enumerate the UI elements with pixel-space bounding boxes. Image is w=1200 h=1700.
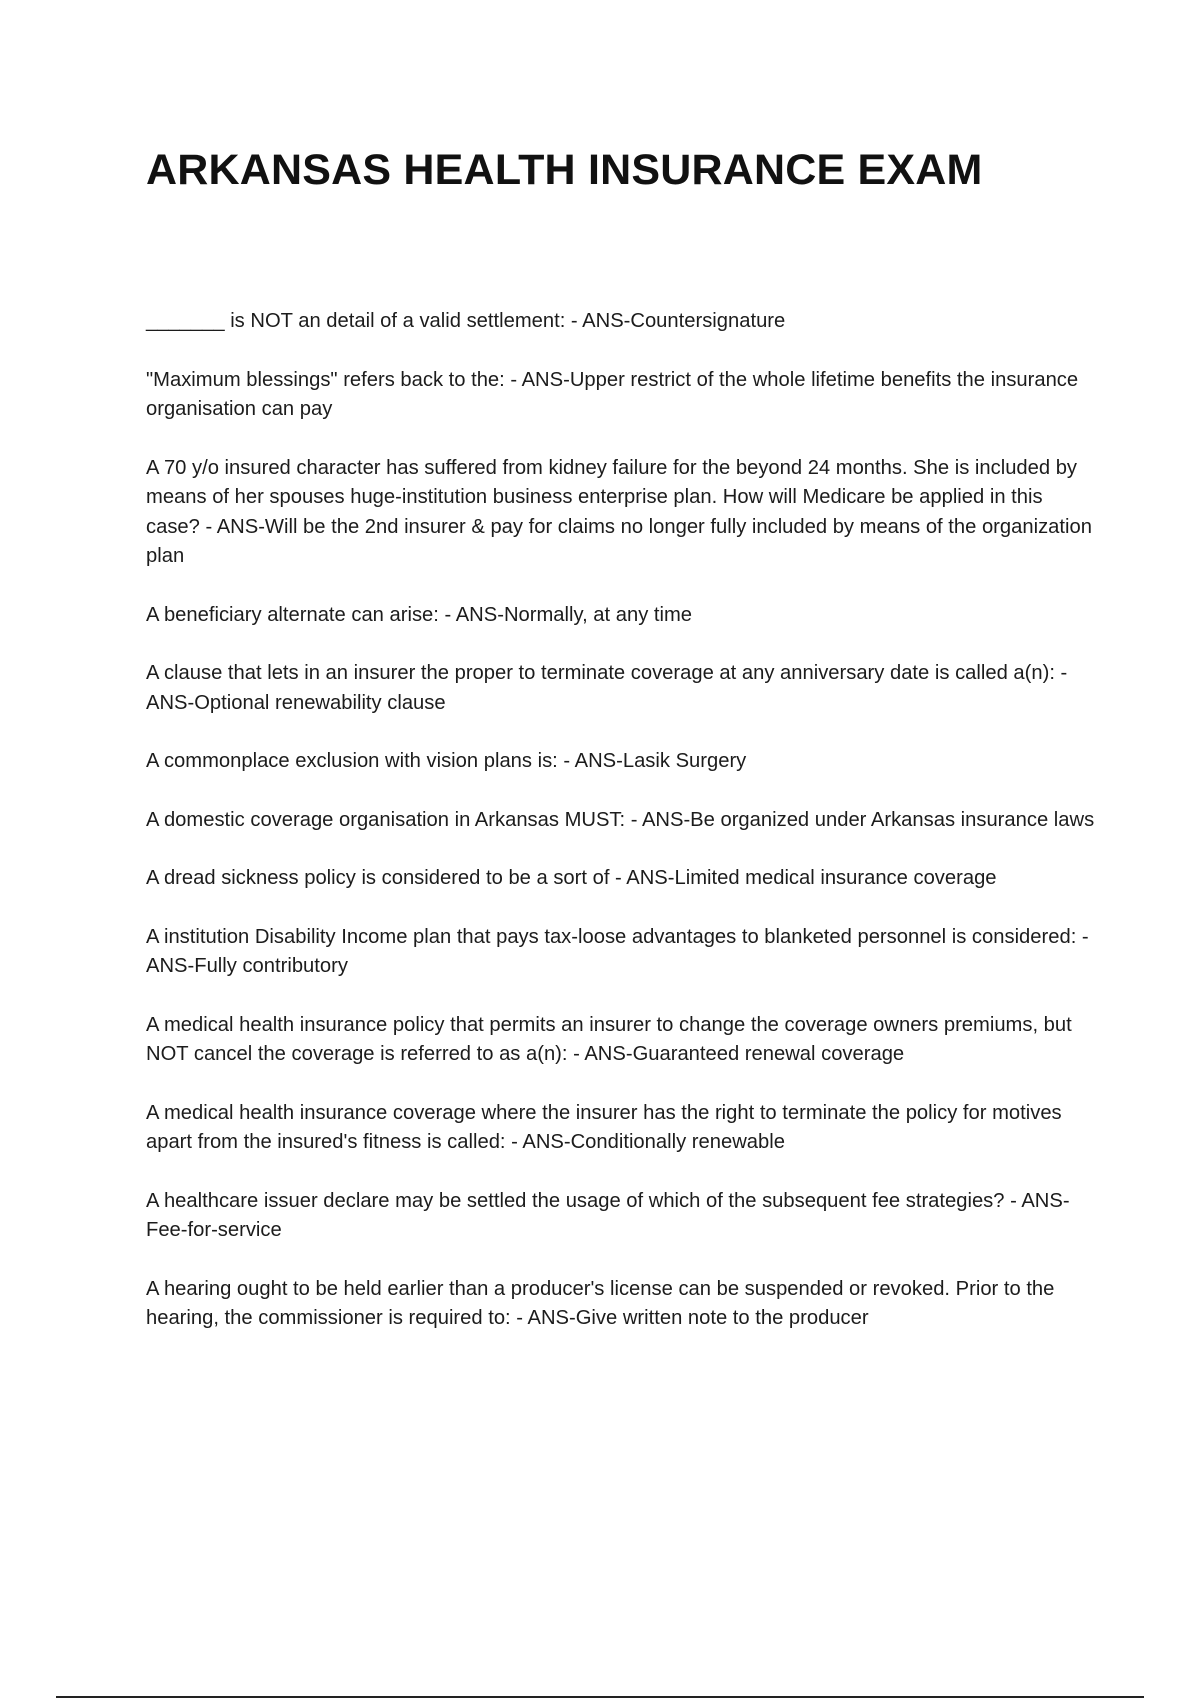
list-item: A beneficiary alternate can arise: - ANS-Normally, at any time	[146, 603, 693, 626]
list-item: A dread sickness policy is considered to be a sort of - ANS-Limited medical insurance coverage	[146, 867, 997, 889]
page-bottom-divider	[56, 1696, 1144, 1698]
question-answer-list	[146, 307, 1096, 1363]
list-item: A medical health insurance coverage where the insurer has the right to terminate the policy for motives apart from the insured's fitness is called: - ANS-Conditionally renewable	[146, 1101, 1062, 1153]
list-item: A 70 y/o insured character has suffered from kidney failure for the beyond 24 months. She is included by means of her spouses huge-institution business enterprise plan. How will Medicare be applied in this case? - ANS-Will be the 2nd insurer & pay for claims no longer fully included by means of the organization plan	[146, 456, 1092, 567]
list-item: A institution Disability Income plan that pays tax-loose advantages to blanketed personnel is considered: - ANS-Fully contributory	[146, 925, 1089, 977]
list-item: A healthcare issuer declare may be settled the usage of which of the subsequent fee strategies? - ANS-Fee-for-service	[146, 1189, 1070, 1241]
list-item: A clause that lets in an insurer the proper to terminate coverage at any anniversary date is called a(n): - ANS-Optional renewability clause	[146, 662, 1068, 714]
list-item: A commonplace exclusion with vision plans is: - ANS-Lasik Surgery	[146, 750, 747, 772]
list-item: _______ is NOT an detail of a valid settlement: - ANS-Countersignature	[146, 310, 786, 332]
list-item: A domestic coverage organisation in Arkansas MUST: - ANS-Be organized under Arkansas insurance laws	[146, 808, 1095, 831]
page-title: ARKANSAS HEALTH INSURANCE EXAM	[146, 146, 983, 194]
list-item: "Maximum blessings" refers back to the: - ANS-Upper restrict of the whole lifetime benefits the insurance organisation can pay	[146, 368, 1079, 420]
list-item: A medical health insurance policy that permits an insurer to change the coverage owners premiums, but NOT cancel the coverage is referred to as a(n): - ANS-Guaranteed renewal coverage	[146, 1013, 1072, 1065]
list-item: A hearing ought to be held earlier than a producer's license can be suspended or revoked. Prior to the hearing, the commissioner is required to: - ANS-Give written note to the producer	[146, 1277, 1055, 1329]
